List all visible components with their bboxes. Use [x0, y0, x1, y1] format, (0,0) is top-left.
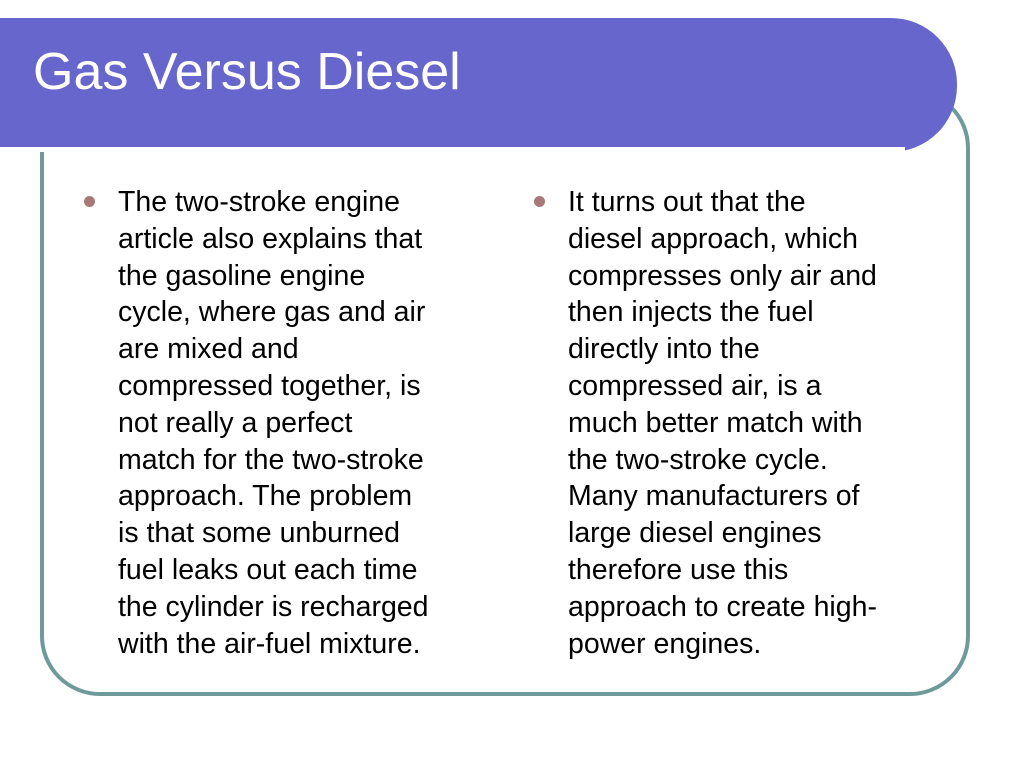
bullet-line: It turns out that the	[568, 186, 806, 218]
bullet-column-right	[534, 184, 954, 662]
bullet-line: then injects the fuel	[568, 296, 814, 329]
bullet-line: the gasoline engine	[118, 259, 366, 292]
bullet-line: article also explains that	[118, 222, 423, 255]
bullet-line: the cylinder is recharged	[118, 590, 429, 623]
bullet-line: therefore use this	[568, 553, 789, 586]
bullet-line: approach to create high-	[568, 590, 877, 623]
bullet-line: cycle, where gas and air	[118, 296, 426, 329]
bullet-text-left	[118, 184, 504, 662]
bullet-line: compresses only air and	[568, 259, 877, 292]
bullet-line: are mixed and	[118, 333, 299, 366]
bullet-line: match for the two-stroke	[118, 443, 424, 476]
title-underline	[0, 147, 905, 152]
bullet-dot-icon	[534, 196, 545, 207]
bullet-line: the two-stroke cycle.	[568, 443, 828, 476]
bullet-line: with the air-fuel mixture.	[118, 627, 421, 660]
bullet-line: large diesel engines	[568, 517, 822, 550]
bullet-text-right	[568, 184, 954, 662]
bullet-line: approach. The problem	[118, 480, 413, 513]
bullet-line: not really a perfect	[118, 406, 353, 439]
bullet-line: is that some unburned	[118, 517, 401, 550]
slide-title: Gas Versus Diesel	[33, 43, 461, 101]
bullet-line: The two-stroke engine	[118, 186, 400, 218]
bullet-line: Many manufacturers of	[568, 480, 860, 513]
bullet-line: fuel leaks out each time	[118, 553, 418, 586]
bullet-line: compressed together, is	[118, 369, 421, 402]
bullet-line: directly into the	[568, 333, 760, 366]
bullet-column-left	[84, 184, 504, 662]
bullet-line: compressed air, is a	[568, 369, 822, 402]
bullet-line: power engines.	[568, 627, 762, 660]
bullet-dot-icon	[84, 196, 95, 207]
bullet-line: diesel approach, which	[568, 222, 858, 255]
bullet-line: much better match with	[568, 406, 863, 439]
